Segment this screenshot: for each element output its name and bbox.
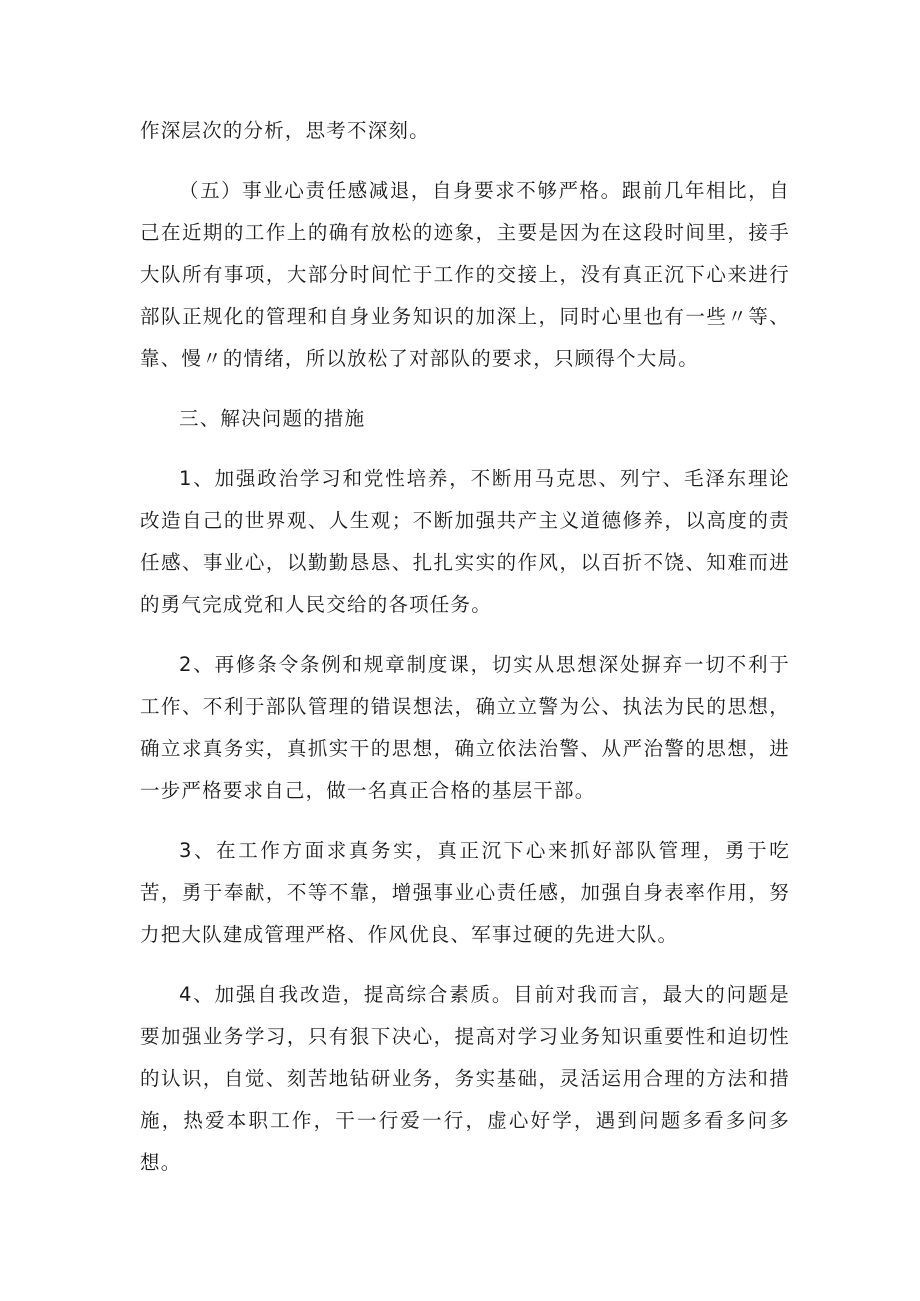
paragraph-measure-4: 4、加强自我改造，提高综合素质。目前对我而言，最大的问题是要加强业务学习，只有狠下决心，提高对学习业务知识重要性和迫切性的认识，自觉、刻苦地钻研业务，务实基础，灵活运用合理的方法和措施，热爱本职工作，干一行爱一行，虚心好学，遇到问题多看多问多想。 (140, 983, 790, 1174)
section-heading-measures: 三、解决问题的措施 (179, 407, 366, 430)
paragraph-measure-1: 1、加强政治学习和党性培养，不断用马克思、列宁、毛泽东理论改造自己的世界观、人生观；不断加强共产主义道德修养，以高度的责任感、事业心，以勤勤恳恳、扎扎实实的作风，以百折不饶、知难而进的勇气完成党和人民交给的各项任务。 (140, 467, 790, 616)
paragraph-measure-2: 2、再修条令条例和规章制度课，切实从思想深处摒弃一切不利于工作、不利于部队管理的错误想法，确立立警为公、执法为民的思想，确立求真务实，真抓实干的思想，确立依法治警、从严治警的思想，进一步严格要求自己，做一名真正合格的基层干部。 (140, 653, 790, 802)
paragraph-measure-3: 3、在工作方面求真务实，真正沉下心来抓好部队管理，勇于吃苦，勇于奉献，不等不靠，增强事业心责任感，加强自身表率作用，努力把大队建成管理严格、作风优良、军事过硬的先进大队。 (140, 839, 790, 946)
document-body (140, 110, 790, 1202)
paragraph-continuation: 作深层次的分析，思考不深刻。 (140, 119, 430, 142)
paragraph-section-five: （五）事业心责任感减退，自身要求不够严格。跟前几年相比，自己在近期的工作上的确有放松的迹象，主要是因为在这段时间里，接手大队所有事项，大部分时间忙于工作的交接上，没有真正沉下心来进行部队正规化的管理和自身业务知识的加深上，同时心里也有一些〃等、靠、慢〃的情绪，所以放松了对部队的要求，只顾得个大局。 (140, 179, 790, 370)
